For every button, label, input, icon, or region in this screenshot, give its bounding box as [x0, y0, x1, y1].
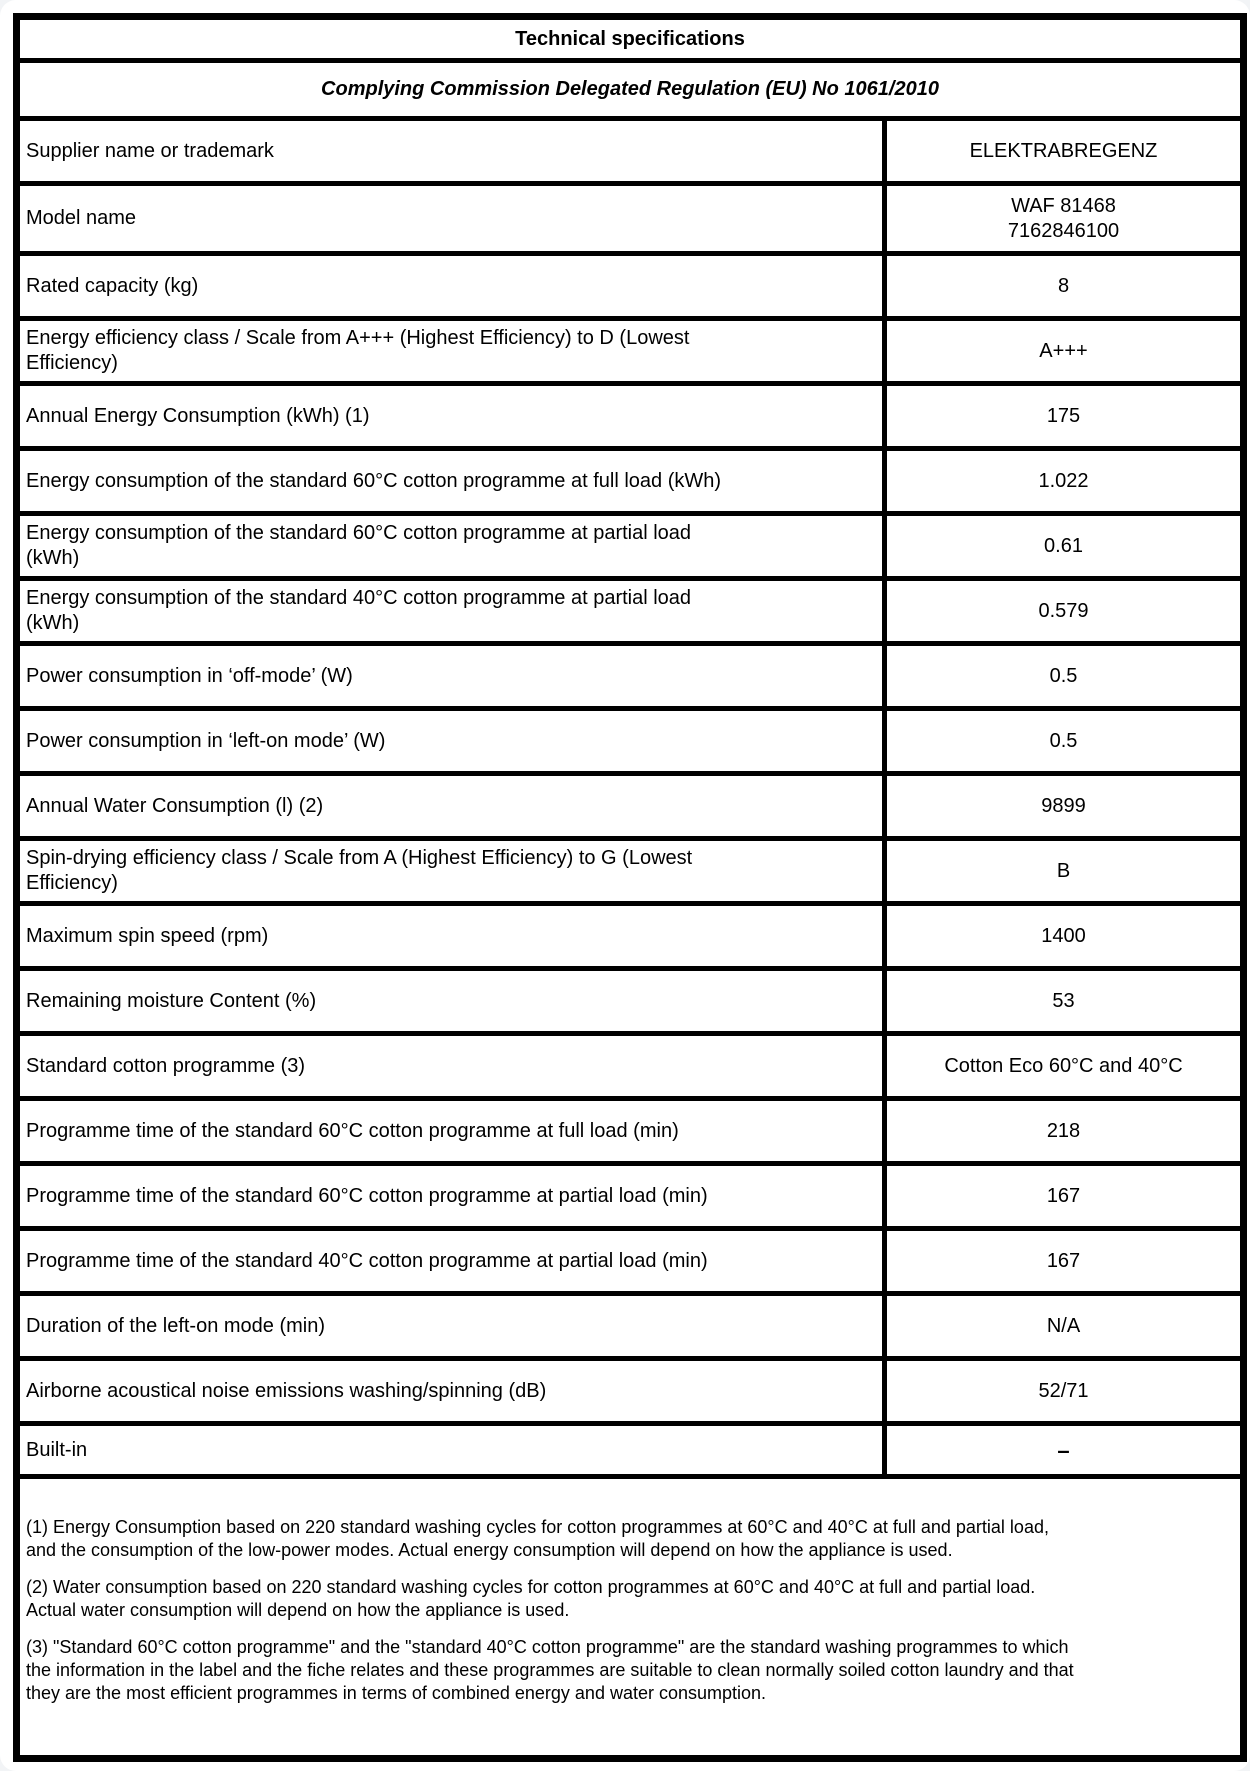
- table-row-rated-capacity: [17, 254, 1244, 319]
- footnote-2: (2) Water consumption based on 220 standard washing cycles for cotton programmes at 60°C and 40°C at full and partial load. Actual water consumption will depend on how the appliance is used.: [26, 1576, 1036, 1620]
- spec-value: 218: [885, 1099, 1244, 1164]
- spec-value: 0.5: [885, 709, 1244, 774]
- spec-value: 0.579: [885, 579, 1244, 644]
- spec-value: WAF 81468 7162846100: [885, 184, 1244, 254]
- table-row-time-60-full: [17, 1099, 1244, 1164]
- spec-label: Energy consumption of the standard 60°C cotton programme at partial load (kWh): [17, 514, 885, 579]
- table-row-energy-class: [17, 319, 1244, 384]
- spec-table: [13, 13, 1247, 1762]
- spec-label: Standard cotton programme (3): [17, 1034, 885, 1099]
- table-row-supplier: [17, 119, 1244, 184]
- spec-label: Programme time of the standard 40°C cotton programme at partial load (min): [17, 1229, 885, 1294]
- spec-value: 0.61: [885, 514, 1244, 579]
- spec-label: Annual Energy Consumption (kWh) (1): [17, 384, 885, 449]
- spec-value: 167: [885, 1164, 1244, 1229]
- spec-value: ELEKTRABREGENZ: [885, 119, 1244, 184]
- spec-value: 1400: [885, 904, 1244, 969]
- footnote-1: (1) Energy Consumption based on 220 standard washing cycles for cotton programmes at 60°C and 40°C at full and partial load, and the consumption of the low-power modes. Actual energy consumption will depend on how the appliance is used.: [26, 1516, 1049, 1560]
- footnote-3: (3) "Standard 60°C cotton programme" and the "standard 40°C cotton programme" are the standard washing programmes to which the information in the label and the fiche relates and these programmes are suitable to clean normally soiled cotton laundry and that they are the most efficient programmes in terms of combined energy and water consumption.: [26, 1636, 1074, 1703]
- spec-value: B: [885, 839, 1244, 904]
- table-row-power-off-mode: [17, 644, 1244, 709]
- footnotes-row: [17, 1477, 1244, 1759]
- table-row-annual-energy: [17, 384, 1244, 449]
- table-row-energy-60-partial: [17, 514, 1244, 579]
- table-row-standard-programme: [17, 1034, 1244, 1099]
- table-row-energy-60-full: [17, 449, 1244, 514]
- spec-value: 175: [885, 384, 1244, 449]
- spec-value: Cotton Eco 60°C and 40°C: [885, 1034, 1244, 1099]
- spec-label: Programme time of the standard 60°C cotton programme at partial load (min): [17, 1164, 885, 1229]
- spec-label: Airborne acoustical noise emissions washing/spinning (dB): [17, 1359, 885, 1424]
- footnotes-cell: [17, 1477, 1244, 1759]
- table-row-time-40-partial: [17, 1229, 1244, 1294]
- table-row-model: [17, 184, 1244, 254]
- subtitle-row: [17, 61, 1244, 119]
- table-row-left-on-duration: [17, 1294, 1244, 1359]
- spec-label: Maximum spin speed (rpm): [17, 904, 885, 969]
- spec-label: Energy consumption of the standard 60°C cotton programme at full load (kWh): [17, 449, 885, 514]
- spec-value: –: [885, 1424, 1244, 1477]
- spec-label: Spin-drying efficiency class / Scale from A (Highest Efficiency) to G (Lowest Efficiency): [17, 839, 885, 904]
- spec-label: Rated capacity (kg): [17, 254, 885, 319]
- spec-value: A+++: [885, 319, 1244, 384]
- spec-label: Supplier name or trademark: [17, 119, 885, 184]
- spec-value: 167: [885, 1229, 1244, 1294]
- table-row-noise: [17, 1359, 1244, 1424]
- title-row: [17, 17, 1244, 61]
- table-row-spin-speed: [17, 904, 1244, 969]
- spec-value: 8: [885, 254, 1244, 319]
- spec-label: Energy efficiency class / Scale from A+++ (Highest Efficiency) to D (Lowest Efficiency): [17, 319, 885, 384]
- page-title: Technical specifications: [17, 17, 1244, 61]
- table-row-annual-water: [17, 774, 1244, 839]
- spec-label: Annual Water Consumption (l) (2): [17, 774, 885, 839]
- spec-label: Programme time of the standard 60°C cotton programme at full load (min): [17, 1099, 885, 1164]
- spec-value: 0.5: [885, 644, 1244, 709]
- spec-label: Duration of the left-on mode (min): [17, 1294, 885, 1359]
- spec-label: Remaining moisture Content (%): [17, 969, 885, 1034]
- table-row-power-left-on: [17, 709, 1244, 774]
- table-row-time-60-partial: [17, 1164, 1244, 1229]
- spec-value: 52/71: [885, 1359, 1244, 1424]
- regulation-subtitle: Complying Commission Delegated Regulation (EU) No 1061/2010: [17, 61, 1244, 119]
- table-row-built-in: [17, 1424, 1244, 1477]
- spec-value: 1.022: [885, 449, 1244, 514]
- spec-label: Built-in: [17, 1424, 885, 1477]
- spec-label: Model name: [17, 184, 885, 254]
- spec-value: 53: [885, 969, 1244, 1034]
- spec-value: 9899: [885, 774, 1244, 839]
- spec-label: Energy consumption of the standard 40°C cotton programme at partial load (kWh): [17, 579, 885, 644]
- spec-value: N/A: [885, 1294, 1244, 1359]
- table-row-energy-40-partial: [17, 579, 1244, 644]
- spec-label: Power consumption in ‘off-mode’ (W): [17, 644, 885, 709]
- spec-label: Power consumption in ‘left-on mode’ (W): [17, 709, 885, 774]
- table-row-moisture: [17, 969, 1244, 1034]
- table-row-spin-dry-class: [17, 839, 1244, 904]
